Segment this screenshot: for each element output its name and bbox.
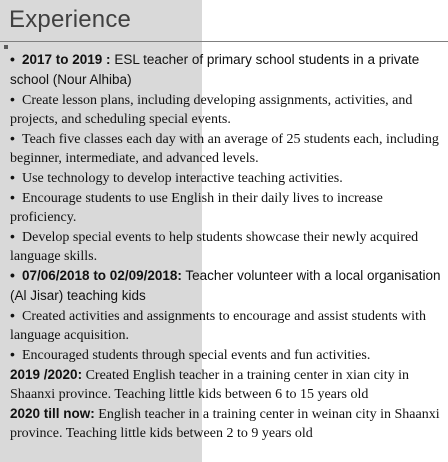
bullet-icon: • xyxy=(10,267,15,283)
bullet-icon: • xyxy=(10,307,15,323)
experience-entry xyxy=(10,168,446,188)
experience-entry xyxy=(10,306,446,345)
entry-text: Created activities and assignments to encourage and assist students with language acquisition. xyxy=(10,309,426,343)
entry-text: ESL teacher of primary school students in a private school (Nour Alhiba) xyxy=(10,52,420,87)
experience-entry xyxy=(10,90,446,129)
bullet-icon: • xyxy=(10,91,15,107)
entry-date: 2020 till now: xyxy=(10,406,95,421)
entry-text: Teach five classes each day with an average of 25 students each, including beginner, intermediate, and advanced levels. xyxy=(10,132,439,166)
section-title: Experience xyxy=(9,6,132,33)
experience-entry xyxy=(10,266,446,306)
section-divider xyxy=(0,41,448,42)
experience-entry xyxy=(10,404,446,443)
entry-text: Use technology to develop interactive teaching activities. xyxy=(22,171,343,186)
bullet-icon: • xyxy=(10,130,15,146)
experience-entry xyxy=(10,50,446,90)
experience-entry xyxy=(10,227,446,266)
entry-text: Created English teacher in a training center in xian city in Shaanxi province. Teaching little kids between 6 to 15 years old xyxy=(10,368,409,402)
entry-date: 2019 /2020: xyxy=(10,367,83,382)
section-header xyxy=(0,0,448,40)
bullet-icon: • xyxy=(10,346,15,362)
bullet-icon: • xyxy=(10,51,15,67)
experience-entry xyxy=(10,188,446,227)
experience-entry xyxy=(10,129,446,168)
entry-text: Encouraged students through special events and fun activities. xyxy=(22,348,371,363)
entry-text: Teacher volunteer with a local organisation (Al Jisar) teaching kids xyxy=(10,268,441,303)
experience-entry xyxy=(10,345,446,365)
entry-text: Encourage students to use English in their daily lives to increase proficiency. xyxy=(10,191,383,225)
experience-entry xyxy=(10,365,446,404)
divider-marker xyxy=(4,45,8,49)
entry-text: Create lesson plans, including developing assignments, activities, and projects, and scheduling special events. xyxy=(10,93,413,127)
experience-list xyxy=(10,50,446,443)
entry-date: 2017 to 2019 : xyxy=(22,52,111,67)
entry-text: Develop special events to help students showcase their newly acquired language skills. xyxy=(10,230,419,264)
bullet-icon: • xyxy=(10,189,15,205)
bullet-icon: • xyxy=(10,169,15,185)
bullet-icon: • xyxy=(10,228,15,244)
entry-text: English teacher in a training center in weinan city in Shaanxi province. Teaching little kids between 2 to 9 years old xyxy=(10,407,440,441)
entry-date: 07/06/2018 to 02/09/2018: xyxy=(22,268,182,283)
